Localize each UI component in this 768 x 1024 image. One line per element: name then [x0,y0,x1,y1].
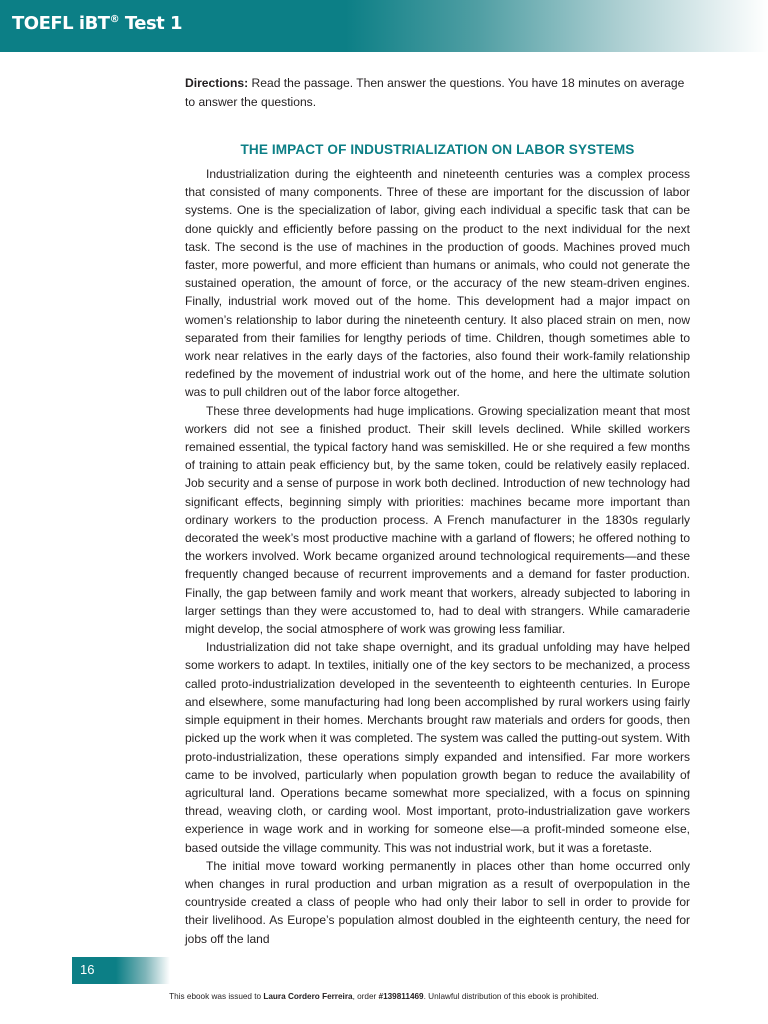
page-number: 16 [80,962,95,977]
footer-suffix: . Unlawful distribution of this ebook is prohibited. [423,992,599,1001]
passage-body [185,165,690,948]
header-title-suffix: Test 1 [119,13,183,34]
footer-notice [0,992,768,1001]
directions [185,74,690,112]
passage-paragraph-1: Industrialization during the eighteenth and nineteenth centuries was a complex process that consisted of many components. Three of these are important for the discussion of labor systems. One is the specialization of labor, giving each individual a specific task that can be done quickly and efficiently before passing on the product to the next individual for the next task. The second is the use of machines in the production of goods. Machines proved much faster, more powerful, and more efficient than humans or animals, who could not generate the sustained operation, the amount of force, or the accuracy of the new steam-driven engines. Finally, industrial work moved out of the home. This development had a major impact on women’s relationship to labor during the nineteenth century. It also placed strain on men, now separated from their families for lengthy periods of time. Children, though sometimes able to work near relatives in the early days of the factories, also found their work-family relationship redefined by the movement of industrial work out of the home, and here the ultimate solution was to pull children out of the labor force altogether. [185,167,690,400]
page-number-tab [72,957,170,984]
footer-name: Laura Cordero Ferreira [263,992,353,1001]
directions-label: Directions: [185,76,249,90]
passage-paragraph-3: Industrialization did not take shape overnight, and its gradual unfolding may have helped some workers to adapt. In textiles, initially one of the key sectors to be mechanized, a process called proto-industrialization developed in the seventeenth to eighteenth centuries. In Europe and elsewhere, some manufacturing had long been accomplished by rural workers using fairly simple equipment in their homes. Merchants brought raw materials and orders for goods, then picked up the work when it was completed. The system was called the putting-out system. With proto-industrialization, these operations simply expanded and intensified. Far more workers came to be involved, particularly when population growth began to reduce the availability of agricultural land. Operations became somewhat more specialized, with a focus on spinning thread, weaving cloth, or carding wool. Most important, proto-industrialization gave workers experience in wage work and in working for someone else—a profit-minded someone else, based outside the village community. This was not industrial work, but it was a foretaste. [185,640,690,855]
header-band [0,0,768,52]
header-title-text: TOEFL iBT [12,13,110,34]
directions-text: Read the passage. Then answer the questions. You have 18 minutes on average to answer the questions. [185,76,685,109]
footer-order: #139811469 [378,992,424,1001]
passage-paragraph-4: The initial move toward working permanently in places other than home occurred only when changes in rural production and urban migration as a result of overpopulation in the countryside created a class of people who had only their labor to sell in order to provide for their livelihood. As Europe’s population almost doubled in the eighteenth century, the need for jobs off the land [185,858,690,946]
footer-prefix: This ebook was issued to [169,992,264,1001]
registered-mark: ® [109,14,120,25]
footer-middle: , order [352,992,379,1001]
header-title [12,13,182,34]
passage-title: THE IMPACT OF INDUSTRIALIZATION ON LABOR SYSTEMS [240,142,635,157]
passage-paragraph-2: These three developments had huge implications. Growing specialization meant that most workers did not see a finished product. Their skill levels declined. While skilled workers remained essential, the typical factory hand was semiskilled. He or she required a few months of training to attain peak efficiency but, by the same token, could be relatively easily replaced. Job security and a sense of purpose in work both declined. Introduction of new technology had significant effects, beginning simply with priorities: machines became more important than ordinary workers to the production process. A French manufacturer in the 1830s regularly decorated the week’s most productive machine with a garland of flowers; he offered nothing to the workers involved. Work became organized around technological requirements—and these frequently changed because of recurrent improvements and a demand for faster production. Finally, the gap between family and work meant that workers, already subjected to laboring in larger settings than they were accustomed to, had to deal with strangers. While camaraderie might develop, the social atmosphere of work was growing less familiar. [185,403,690,637]
